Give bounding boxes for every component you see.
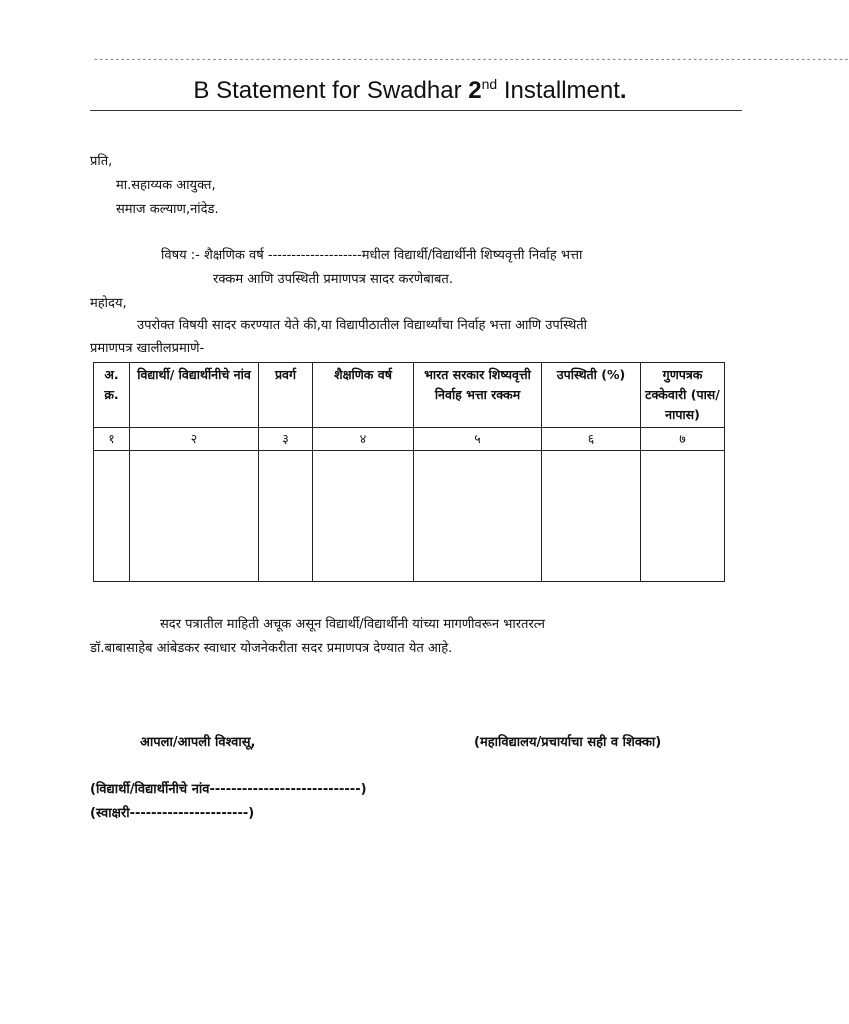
- table-number-row: [94, 428, 725, 451]
- empty-cell: [130, 451, 259, 582]
- empty-cell: [94, 451, 130, 582]
- subject-line-2: रक्कम आणि उपस्थिती प्रमाणपत्र सादर करणेबाबत.: [213, 272, 453, 287]
- closing-line-1: सदर पत्रातील माहिती अचूक असून विद्यार्थी/विद्यार्थीनी यांच्या मागणीवरून भारतरत्न: [160, 617, 545, 632]
- yours-faithfully: आपला/आपली विश्वासू,: [140, 735, 256, 750]
- column-number: ७: [641, 428, 725, 451]
- title-prefix: B Statement for Swadhar: [193, 77, 469, 104]
- title-underline: [90, 110, 742, 111]
- title-superscript: nd: [481, 76, 498, 92]
- page-title: [0, 74, 820, 108]
- paragraph-line-1: उपरोक्त विषयी सादर करण्यात येते की,या विद्यापीठातील विद्यार्थ्यांचा निर्वाह भत्ता आणि उपस्थिती: [137, 318, 588, 333]
- subject-line-1: विषय :- शैक्षणिक वर्ष --------------------मधील विद्यार्थी/विद्यार्थीनी शिष्यवृत्ती निर्वाह भत्ता: [161, 248, 583, 263]
- header-student-name: विद्यार्थी/ विद्यार्थीनीचे नांव: [130, 363, 259, 428]
- header-category: प्रवर्ग: [259, 363, 313, 428]
- column-number: २: [130, 428, 259, 451]
- empty-cell: [641, 451, 725, 582]
- paragraph-line-2: प्रमाणपत्र खालीलप्रमाणे-: [90, 341, 205, 356]
- data-table: [93, 362, 725, 582]
- title-suffix: Installment: [497, 77, 620, 104]
- column-number: ६: [542, 428, 641, 451]
- table-header-row: [94, 363, 725, 428]
- empty-cell: [259, 451, 313, 582]
- student-signature-line: (स्वाक्षरी----------------------): [90, 806, 255, 821]
- header-marks-percentage: गुणपत्रक टक्केवारी (पास/ नापास): [641, 363, 725, 428]
- empty-cell: [313, 451, 414, 582]
- top-dashed-line: --------------------------------------------------------------------------------------------------------------------------------------------: [93, 55, 849, 65]
- column-number: १: [94, 428, 130, 451]
- principal-signature-label: (महाविद्यालय/प्रचार्याचा सही व शिक्का): [474, 735, 662, 750]
- header-academic-year: शैक्षणिक वर्ष: [313, 363, 414, 428]
- address-line-2: समाज कल्याण,नांदेड.: [116, 202, 219, 217]
- closing-line-2: डॉ.बाबासाहेब आंबेडकर स्वाधार योजनेकरीता सदर प्रमाणपत्र देण्यात येत आहे.: [90, 641, 453, 656]
- address-to: प्रति,: [90, 154, 113, 169]
- title-dot: .: [619, 77, 627, 104]
- title-number: 2: [468, 77, 482, 104]
- column-number: ४: [313, 428, 414, 451]
- table-empty-row: [94, 451, 725, 582]
- empty-cell: [414, 451, 542, 582]
- header-attendance: उपस्थिती (%): [542, 363, 641, 428]
- column-number: ३: [259, 428, 313, 451]
- header-allowance-amount: भारत सरकार शिष्यवृत्ती निर्वाह भत्ता रक्कम: [414, 363, 542, 428]
- student-name-line: (विद्यार्थी/विद्यार्थीनीचे नांव----------------------------): [90, 782, 367, 797]
- header-serial-no: अ. क्र.: [94, 363, 130, 428]
- address-line-1: मा.सहाय्यक आयुक्त,: [116, 178, 216, 193]
- salutation: महोदय,: [90, 296, 127, 311]
- column-number: ५: [414, 428, 542, 451]
- empty-cell: [542, 451, 641, 582]
